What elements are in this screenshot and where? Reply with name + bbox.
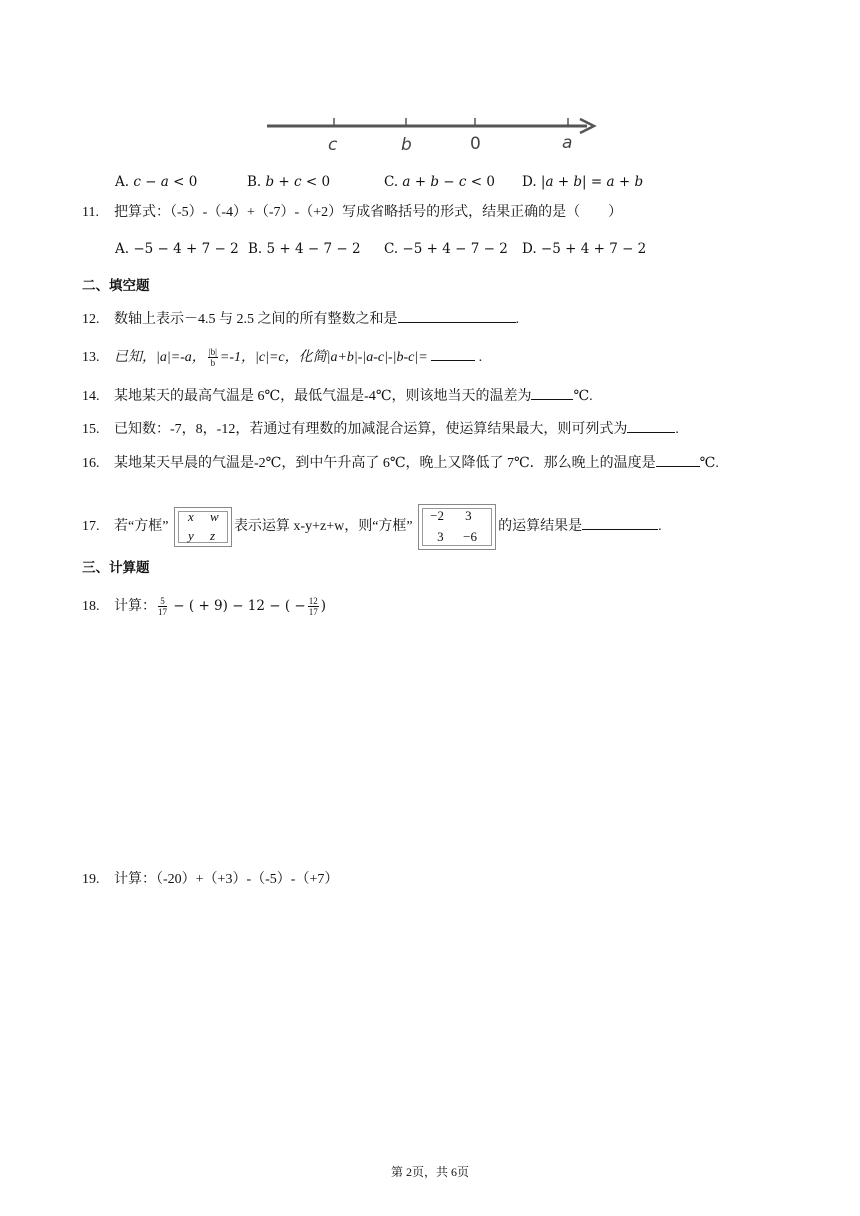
box-cell-bottom-right: −6 xyxy=(463,529,477,544)
fraction-numerator: 12 xyxy=(308,596,318,607)
question-18 xyxy=(82,596,326,617)
question-number: 16. xyxy=(82,456,100,471)
question-text: 计算：（-20）+（+3）-（-5）-（+7） xyxy=(114,872,339,887)
box-cell-z: z xyxy=(209,528,215,543)
q10-option-d[interactable]: D. |𝑎 + 𝑏| = 𝑎 + 𝑏 xyxy=(522,174,644,190)
answer-blank[interactable] xyxy=(627,418,675,433)
question-end: . xyxy=(515,312,519,327)
question-end: ℃. xyxy=(573,389,593,404)
question-text: 某地某天的最高气温是 6℃，最低气温是-4℃，则该地当天的温差为 xyxy=(114,389,532,404)
operation-box-variables xyxy=(174,507,232,547)
question-15 xyxy=(82,418,679,440)
question-end: . xyxy=(475,350,483,365)
answer-blank[interactable] xyxy=(398,308,516,323)
question-text: 把算式：（-5）-（-4）+（-7）-（+2）写成省略括号的形式，结果正确的是（ ） xyxy=(114,205,623,220)
question-number: 11. xyxy=(82,205,99,220)
answer-blank[interactable] xyxy=(582,515,658,530)
answer-blank[interactable] xyxy=(431,346,475,361)
section-heading-calculation: 三、计算题 xyxy=(82,560,150,576)
question-text: 某地某天早晨的气温是-2℃，到中午升高了 6℃，晚上又降低了 7℃．那么晚上的温度是 xyxy=(114,456,656,471)
expression-middle: − ( + 9) − 12 − ( − xyxy=(169,598,306,614)
question-end: ℃. xyxy=(699,456,719,471)
box-cell-bottom-left: 3 xyxy=(437,529,444,544)
question-number: 17. xyxy=(82,519,100,535)
box-cell-y: y xyxy=(187,528,194,543)
question-11 xyxy=(82,203,622,223)
fraction-numerator: 5 xyxy=(158,596,167,607)
q11-option-d[interactable]: D. −5 + 4 + 7 − 2 xyxy=(522,241,647,257)
label-b: b xyxy=(401,135,412,155)
question-text: 已知，|a|=-a， xyxy=(114,350,206,365)
answer-blank[interactable] xyxy=(656,452,700,467)
question-19 xyxy=(82,870,338,890)
question-text-end: 的运算结果是 xyxy=(498,519,583,535)
question-16 xyxy=(82,452,719,474)
box-cell-x: x xyxy=(187,509,194,524)
question-text: 计算： xyxy=(114,599,156,614)
label-0: 0 xyxy=(470,134,481,154)
question-number: 19. xyxy=(82,872,100,887)
question-12 xyxy=(82,308,519,330)
question-number: 15. xyxy=(82,422,100,437)
fraction-12-17 xyxy=(308,596,319,617)
question-number: 14. xyxy=(82,389,100,404)
question-text: 已知数：-7，8，-12，若通过有理数的加减混合运算，使运算结果最大，则可列式为 xyxy=(114,422,628,437)
fraction-5-17 xyxy=(158,596,167,617)
question-13 xyxy=(82,346,482,368)
q11-option-a[interactable]: A. −5 − 4 + 7 − 2 xyxy=(115,241,239,257)
expression-end: ) xyxy=(320,598,327,614)
question-number: 12. xyxy=(82,312,100,327)
number-line-figure xyxy=(262,110,602,160)
fraction-abs-b-over-b xyxy=(208,347,218,368)
box-cell-top-right: 3 xyxy=(465,508,472,523)
answer-blank[interactable] xyxy=(531,385,573,400)
question-number: 18. xyxy=(82,599,100,614)
question-number: 13. xyxy=(82,350,100,365)
question-end: . xyxy=(658,519,662,535)
q11-option-c[interactable]: C. −5 + 4 − 7 − 2 xyxy=(384,241,508,257)
question-14 xyxy=(82,385,593,407)
fraction-numerator: |b| xyxy=(208,347,217,358)
box-cell-top-left: −2 xyxy=(430,508,444,523)
box-cell-w: w xyxy=(209,509,219,524)
q10-option-a[interactable]: A. 𝑐 − 𝑎 < 0 xyxy=(115,174,198,190)
page-footer: 第 2页，共 6页 xyxy=(390,1165,469,1179)
fraction-denominator: 17 xyxy=(308,607,318,618)
question-text-cont: 表示运算 x-y+z+w，则“方框” xyxy=(233,519,413,535)
question-17 xyxy=(82,504,662,550)
question-text: 数轴上表示－4.5 与 2.5 之间的所有整数之和是 xyxy=(114,312,398,327)
q10-option-c[interactable]: C. 𝑎 + 𝑏 − 𝑐 < 0 xyxy=(384,174,495,190)
q10-option-b[interactable]: B. 𝑏 + 𝑐 < 0 xyxy=(247,174,331,190)
question-text-cont: =-1，|c|=c，化简|a+b|-|a-c|-|b-c|= xyxy=(219,350,432,365)
label-c: c xyxy=(328,135,338,155)
fraction-denominator: b xyxy=(210,358,216,369)
fraction-denominator: 17 xyxy=(158,607,167,618)
question-end: . xyxy=(675,422,679,437)
operation-box-numbers xyxy=(418,504,496,550)
label-a: a xyxy=(562,133,573,153)
question-text: 若“方框” xyxy=(114,519,169,535)
q11-option-b[interactable]: B. 5 + 4 − 7 − 2 xyxy=(248,241,361,257)
section-heading-fill-in: 二、填空题 xyxy=(82,278,150,294)
